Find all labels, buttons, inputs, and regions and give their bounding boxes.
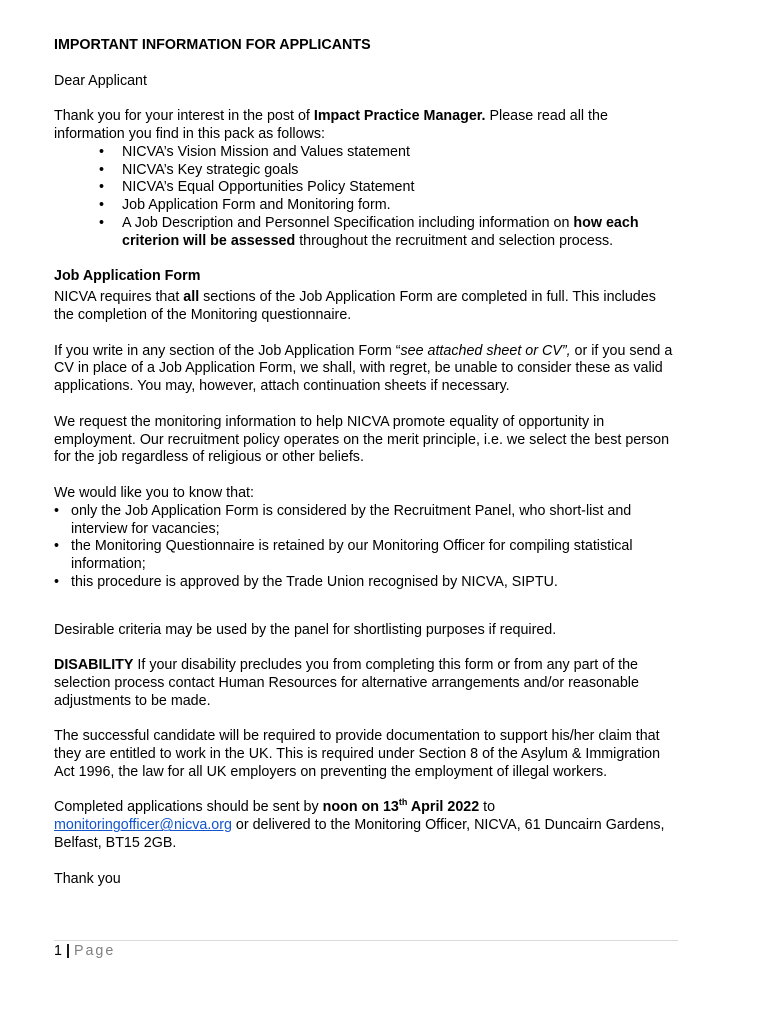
email-link[interactable]: monitoringofficer@nicva.org: [54, 817, 232, 834]
page-footer: [54, 943, 115, 961]
applicant-notes-list: [54, 503, 678, 592]
disability-paragraph: DISABILITY If your disability precludes you from completing this form or from any part of the selection process contact Human Resources for alternative arrangements and/or reasonable adjustments to be made.: [54, 657, 639, 709]
disability-label: DISABILITY: [54, 657, 134, 674]
list-item: • the Monitoring Questionnaire is retained by our Monitoring Officer for compiling statistical information;: [54, 538, 678, 574]
paragraph: The successful candidate will be required to provide documentation to support his/her claim that they are entitled to work in the UK. This is required under Section 8 of the Asylum & Immigration Act 1996, the law for all UK employers on preventing the employment of illegal workers.: [54, 728, 661, 780]
intro-text: Thank you for your interest in the post of: [54, 108, 314, 125]
paragraph: We would like you to know that:: [54, 484, 254, 501]
paragraph: If you write in any section of the Job Application Form “see attached sheet or CV”, or if you send a CV in place of a Job Application Form, we shall, with regret, be unable to consider these as valid applications. You may, however, attach continuation sheets if necessary.: [54, 342, 673, 395]
list-item: • this procedure is approved by the Trade Union recognised by NICVA, SIPTU.: [54, 574, 678, 592]
footer-divider: [54, 940, 678, 941]
greeting: Dear Applicant: [54, 72, 147, 89]
paragraph: We request the monitoring information to help NICVA promote equality of opportunity in employment. Our recruitment policy operates on the merit principle, i.e. we select the best person for the job regardless of religious or other beliefs.: [54, 413, 670, 466]
section-heading: Job Application Form: [54, 268, 201, 285]
list-item: • NICVA’s Key strategic goals: [54, 162, 678, 180]
footer-separator: |: [65, 943, 70, 959]
document-body: [54, 37, 678, 888]
paragraph: NICVA requires that all sections of the Job Application Form are completed in full. This includes the completion of the Monitoring questionnaire.: [54, 289, 656, 323]
page-number: 1: [54, 943, 62, 959]
pack-contents-list: [54, 144, 678, 251]
submission-paragraph: Completed applications should be sent by noon on 13th April 2022 to monitoringofficer@nicva.org or delivered to the Monitoring Officer, NICVA, 61 Duncairn Gardens, Belfast, BT15 2GB.: [54, 797, 665, 852]
list-item: • NICVA’s Equal Opportunities Policy Statement: [54, 179, 678, 197]
list-item: • Job Application Form and Monitoring form.: [54, 197, 678, 215]
document-title: IMPORTANT INFORMATION FOR APPLICANTS: [54, 37, 371, 53]
list-item: • only the Job Application Form is considered by the Recruitment Panel, who short-list and interview for vacancies;: [54, 503, 678, 539]
assessment-note: how each criterion will be assessed: [122, 214, 639, 249]
list-item: • NICVA’s Vision Mission and Values statement: [54, 144, 678, 162]
paragraph: Desirable criteria may be used by the panel for shortlisting purposes if required.: [54, 621, 557, 638]
page-label: Page: [73, 943, 116, 959]
post-title: Impact Practice Manager.: [313, 108, 486, 125]
closing: Thank you: [54, 870, 121, 887]
list-item: • A Job Description and Personnel Specification including information on how each criterion will be assessed throughout the recruitment and selection process.: [54, 215, 678, 251]
intro-text-end: Please read all the information you find in this pack as follows:: [54, 108, 608, 142]
intro-paragraph: [54, 108, 678, 144]
deadline: noon on 13th April 2022: [322, 797, 480, 816]
